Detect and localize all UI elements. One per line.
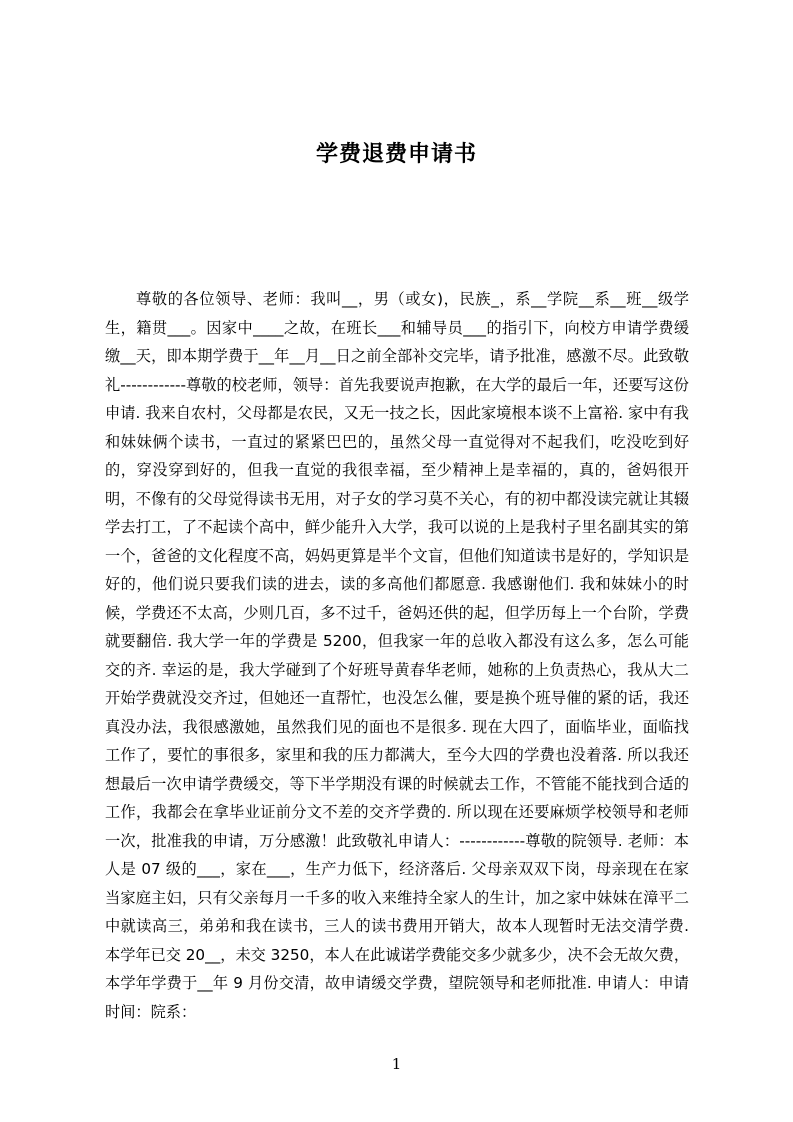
body-paragraph: 尊敬的各位领导、老师：我叫__，男（或女)，民族_，系__学院__系__班__级学生，籍贯___。因家中____之故，在班长___和辅导员___的指引下，向校方申请学费缓缴__天，即本期学费于__年__月__日之前全部补交完毕，请予批准，感激不尽。此致敬礼------------尊敬的校老师，领导：首先我要说声抱歉，在大学的最后一年，还要写这份申请. 我来自农村，父母都是农民，又无一技之长，因此家境根本谈不上富裕. 家中有我和妹妹俩个读书，一直过的紧紧巴巴的，虽然父母一直觉得对不起我们，吃没吃到好的，穿没穿到好的，但我一直觉的我很幸福，至少精神上是幸福的，真的，爸妈很开明，不像有的父母觉得读书无用，对子女的学习莫不关心，有的初中都没读完就让其辍学去打工，了不起读个高中，鲜少能升入大学，我可以说的上是我村子里名副其实的第一个，爸爸的文化程度不高，妈妈更算是半个文盲，但他们知道读书是好的，学知识是好的，他们说只要我们读的进去，读的多高他们都愿意. 我感谢他们. 我和妹妹小的时候，学费还不太高，少则几百，多不过千，爸妈还供的起，但学历每上一个台阶，学费就要翻倍. 我大学一年的学费是 5200，但我家一年的总收入都没有这么多，怎么可能交的齐. 幸运的是，我大学碰到了个好班导黄春华老师，她称的上负责热心，我从大二开始学费就没交齐过，但她还一直帮忙，也没怎么催，要是换个班导催的紧的话，我还真没办法，我很感激她，虽然我们见的面也不是很多. 现在大四了，面临毕业，面临找工作了，要忙的事很多，家里和我的压力都满大，至今大四的学费也没着落. 所以我还想最后一次申请学费缓交，等下半学期没有课的时候就去工作，不管能不能找到合适的工作，我都会在拿毕业证前分文不差的交齐学费的. 所以现在还要麻烦学校领导和老师一次，批准我的申请，万分感激！此致敬礼申请人：------------尊敬的院领导. 老师：本人是 07 级的___，家在___，生产力低下，经济落后. 父母亲双双下岗，母亲现在在家当家庭主妇，只有父亲每月一千多的收入来维持全家人的生计，加之家中妹妹在漳平二中就读高三，弟弟和我在读书，三人的读书费用开销大，故本人现暂时无法交清学费. 本学年已交 20__，未交 3250，本人在此诚诺学费能交多少就多少，决不会无故欠费，本学年学费于__年 9 月份交清，故申请缓交学费，望院领导和老师批准. 申请人：申请时间：院系： <box>105 290 690 1021</box>
document-title: 学费退费申请书 <box>315 142 477 167</box>
page-number: 1 <box>391 1055 402 1073</box>
